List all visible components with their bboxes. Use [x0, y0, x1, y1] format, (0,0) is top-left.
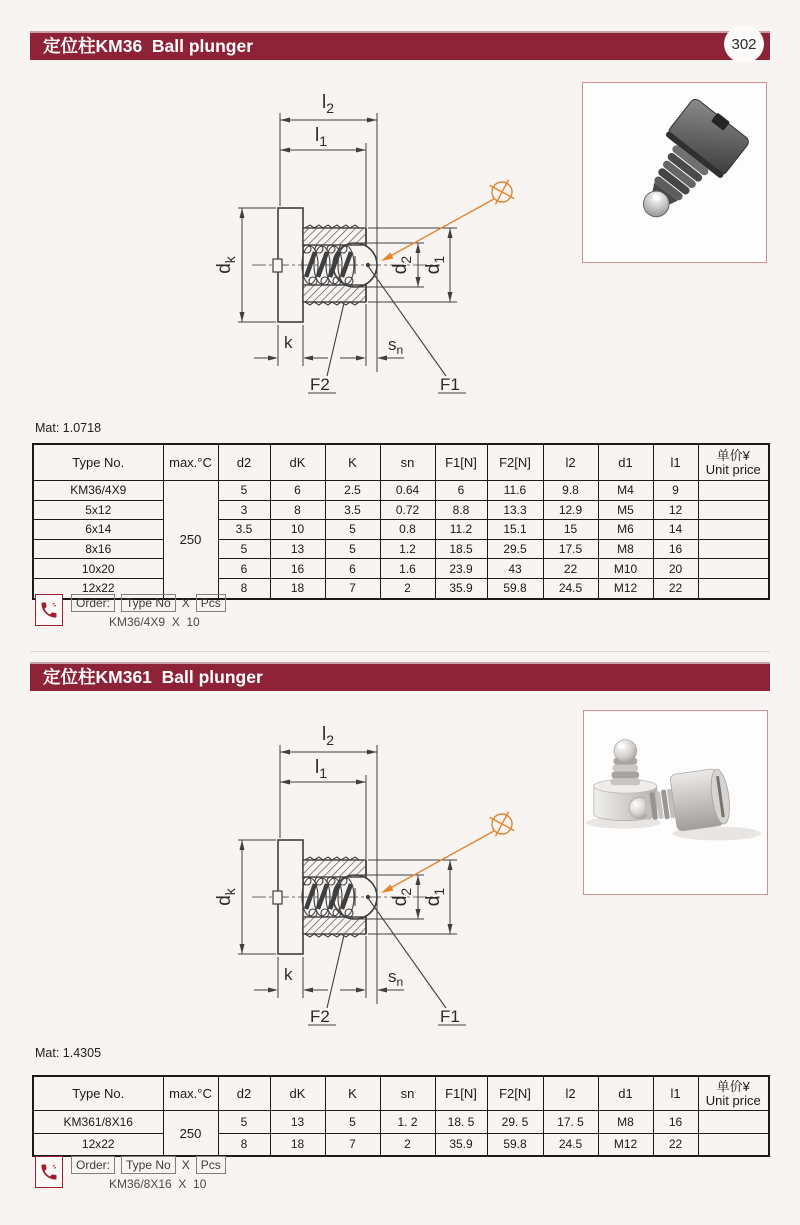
order-example: KM36/8X16 X 10 [109, 1177, 207, 1191]
cell-value: M12 [598, 1133, 653, 1156]
cell-value: 8 [218, 578, 270, 598]
technical-drawing-km361 [200, 712, 560, 1042]
cell-type-no: 8x16 [33, 539, 163, 559]
cell-type-no: 10x20 [33, 559, 163, 579]
phone-icon [35, 1156, 63, 1188]
cell-value: 2 [380, 1133, 435, 1156]
cell-value: 16 [653, 539, 698, 559]
table-row [33, 520, 769, 540]
product-photo-km361 [583, 710, 768, 895]
cell-value: M8 [598, 1111, 653, 1134]
cell-value: 7 [325, 1133, 380, 1156]
cell-value: 13 [270, 1111, 325, 1134]
section-divider [30, 651, 770, 652]
table-row [33, 500, 769, 520]
order-info-km36 [35, 594, 226, 629]
section-header-km36 [30, 31, 770, 60]
cell-value: 24.5 [543, 1133, 598, 1156]
cell-value: 11.2 [435, 520, 487, 540]
cell-value: 18 [270, 1133, 325, 1156]
order-example: KM36/4X9 X 10 [109, 615, 200, 629]
cell-value: 22 [653, 1133, 698, 1156]
cell-unit-price [698, 1111, 769, 1134]
header-row [33, 444, 769, 481]
cell-value: 7 [325, 578, 380, 598]
col-header: dK [270, 444, 325, 481]
table-row [33, 559, 769, 579]
cell-type-no: KM36/4X9 [33, 481, 163, 501]
cell-value: 23.9 [435, 559, 487, 579]
col-header: dK [270, 1076, 325, 1111]
col-header-unit-price: 单价¥ Unit price [698, 1076, 769, 1111]
col-header: l2 [543, 444, 598, 481]
cell-type-no: 12x22 [33, 1133, 163, 1156]
cell-value: 1. 2 [380, 1111, 435, 1134]
cell-type-no: 6x14 [33, 520, 163, 540]
cell-unit-price [698, 559, 769, 579]
col-header: d2 [218, 444, 270, 481]
order-x-label: X [181, 1158, 190, 1172]
cell-value: 5 [218, 481, 270, 501]
cell-value: 8.8 [435, 500, 487, 520]
cell-value: 3.5 [218, 520, 270, 540]
cell-value: M6 [598, 520, 653, 540]
cell-value: 5 [325, 539, 380, 559]
order-type-no-box: Type No [121, 594, 176, 612]
cell-value: 10 [270, 520, 325, 540]
col-header: Type No. [33, 1076, 163, 1111]
col-header: K [325, 444, 380, 481]
col-header: d1 [598, 444, 653, 481]
cell-value: 43 [487, 559, 543, 579]
cell-value: 9 [653, 481, 698, 501]
page-number: 302 [731, 35, 757, 53]
cell-value: 16 [653, 1111, 698, 1134]
technical-drawing-km36 [200, 80, 560, 410]
cell-value: 14 [653, 520, 698, 540]
section-title: 定位柱KM361 Ball plunger [43, 667, 263, 687]
cell-value: 18. 5 [435, 1111, 487, 1134]
spec-table-km361 [32, 1075, 770, 1157]
cell-unit-price [698, 539, 769, 559]
cell-value: 2 [380, 578, 435, 598]
cell-value: 13 [270, 539, 325, 559]
spec-table-km36 [32, 443, 770, 600]
col-header: d1 [598, 1076, 653, 1111]
order-info-km361 [35, 1156, 226, 1191]
cell-value: 18.5 [435, 539, 487, 559]
ball-plunger-photo-illustration [584, 711, 767, 894]
cell-value: M12 [598, 578, 653, 598]
col-header: K [325, 1076, 380, 1111]
cell-value: 24.5 [543, 578, 598, 598]
table-row [33, 1111, 769, 1134]
cell-value: 8 [270, 500, 325, 520]
cell-value: 6 [270, 481, 325, 501]
cell-value: 20 [653, 559, 698, 579]
phone-icon [35, 594, 63, 626]
cell-unit-price [698, 520, 769, 540]
cell-type-no: 12x22 [33, 578, 163, 598]
col-header: F2[N] [487, 444, 543, 481]
col-header: l1 [653, 444, 698, 481]
col-header: sn [380, 444, 435, 481]
col-header: F1[N] [435, 1076, 487, 1111]
material-note: Mat: 1.4305 [35, 1046, 102, 1060]
cell-value: 13.3 [487, 500, 543, 520]
col-header: l1 [653, 1076, 698, 1111]
col-header: l2 [543, 1076, 598, 1111]
cell-value: 18 [270, 578, 325, 598]
cell-value: M8 [598, 539, 653, 559]
cell-value: 5 [325, 520, 380, 540]
cell-value: 22 [543, 559, 598, 579]
order-label: Order: [71, 594, 115, 612]
order-label: Order: [71, 1156, 115, 1174]
cell-value: 6 [325, 559, 380, 579]
cell-max-temp: 250 [163, 481, 218, 599]
cell-value: 6 [218, 559, 270, 579]
cell-value: 12.9 [543, 500, 598, 520]
product-photo-km36 [582, 82, 767, 263]
cell-unit-price [698, 1133, 769, 1156]
cell-value: M5 [598, 500, 653, 520]
cell-value: 35.9 [435, 578, 487, 598]
header-row [33, 1076, 769, 1111]
section-title: 定位柱KM36 Ball plunger [43, 36, 254, 56]
cell-value: M10 [598, 559, 653, 579]
col-header: sn [380, 1076, 435, 1111]
cell-value: 3 [218, 500, 270, 520]
cell-value: 1.6 [380, 559, 435, 579]
cell-value: 22 [653, 578, 698, 598]
cell-value: 29.5 [487, 539, 543, 559]
table-row [33, 539, 769, 559]
cell-value: 17. 5 [543, 1111, 598, 1134]
cell-value: 15 [543, 520, 598, 540]
table-row [33, 481, 769, 501]
cell-value: 6 [435, 481, 487, 501]
cell-value: 29. 5 [487, 1111, 543, 1134]
cell-value: 1.2 [380, 539, 435, 559]
cell-value: 11.6 [487, 481, 543, 501]
col-header: max.°C [163, 444, 218, 481]
cell-value: M4 [598, 481, 653, 501]
col-header: max.°C [163, 1076, 218, 1111]
cell-value: 16 [270, 559, 325, 579]
col-header: Type No. [33, 444, 163, 481]
cell-value: 15.1 [487, 520, 543, 540]
cell-type-no: 5x12 [33, 500, 163, 520]
cell-value: 0.64 [380, 481, 435, 501]
cell-value: 0.72 [380, 500, 435, 520]
order-pcs-box: Pcs [196, 594, 226, 612]
cell-value: 2.5 [325, 481, 380, 501]
cell-value: 12 [653, 500, 698, 520]
cell-value: 5 [325, 1111, 380, 1134]
table-row [33, 1133, 769, 1156]
ball-plunger-photo-illustration [583, 83, 766, 262]
cell-type-no: KM361/8X16 [33, 1111, 163, 1134]
order-pcs-box: Pcs [196, 1156, 226, 1174]
cell-value: 17.5 [543, 539, 598, 559]
page-number-badge [724, 25, 764, 63]
section-header-km361 [30, 662, 770, 691]
col-header: d2 [218, 1076, 270, 1111]
order-type-no-box: Type No [121, 1156, 176, 1174]
order-x-label: X [181, 596, 190, 610]
cell-value: 8 [218, 1133, 270, 1156]
cell-value: 3.5 [325, 500, 380, 520]
cell-value: 5 [218, 1111, 270, 1134]
material-note: Mat: 1.0718 [35, 421, 102, 435]
cell-value: 59.8 [487, 578, 543, 598]
cell-value: 59.8 [487, 1133, 543, 1156]
col-header: F1[N] [435, 444, 487, 481]
col-header-unit-price: 单价¥ Unit price [698, 444, 769, 481]
cell-unit-price [698, 481, 769, 501]
cell-unit-price [698, 578, 769, 598]
cell-value: 35.9 [435, 1133, 487, 1156]
col-header: F2[N] [487, 1076, 543, 1111]
cell-unit-price [698, 500, 769, 520]
cell-max-temp: 250 [163, 1111, 218, 1157]
cell-value: 9.8 [543, 481, 598, 501]
cell-value: 5 [218, 539, 270, 559]
cell-value: 0.8 [380, 520, 435, 540]
